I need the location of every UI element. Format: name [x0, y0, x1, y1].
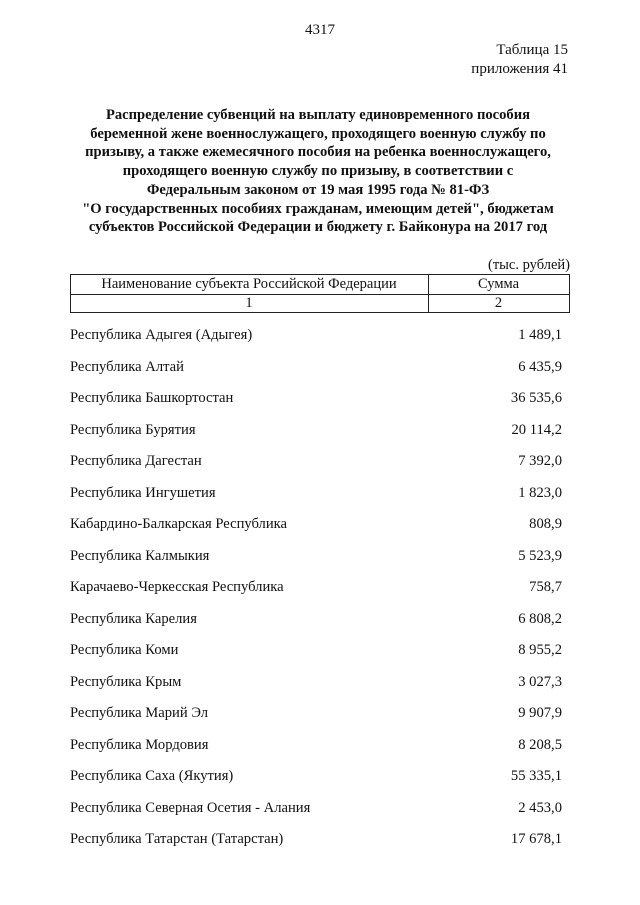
- subject-name: Республика Алтай: [70, 359, 184, 375]
- subject-name: Республика Марий Эл: [70, 705, 209, 721]
- subject-sum: 7 392,0: [518, 453, 562, 469]
- subject-name: Карачаево-Черкесская Республика: [70, 579, 284, 595]
- subject-name: Республика Башкортостан: [70, 390, 234, 406]
- table-row: [70, 327, 562, 349]
- subject-name: Республика Крым: [70, 674, 182, 690]
- subject-sum: 3 027,3: [518, 674, 562, 690]
- subject-sum: 20 114,2: [511, 422, 562, 438]
- subject-sum: 1 489,1: [518, 327, 562, 343]
- table-row: [70, 579, 562, 601]
- table-row: [70, 674, 562, 696]
- subject-sum: 2 453,0: [518, 800, 562, 816]
- subject-sum: 17 678,1: [510, 831, 562, 847]
- table-row: [70, 737, 562, 759]
- subject-sum: 758,7: [529, 579, 562, 595]
- table-row: [70, 548, 562, 570]
- subject-name: Республика Татарстан (Татарстан): [70, 831, 284, 847]
- table-row: [70, 485, 562, 507]
- subject-sum: 8 955,2: [518, 642, 562, 658]
- page-number: 4317: [305, 22, 335, 38]
- subject-sum: 1 823,0: [518, 485, 562, 501]
- subject-sum: 5 523,9: [518, 548, 562, 564]
- table-row: [70, 800, 562, 822]
- table-row: [70, 516, 562, 538]
- title-line-6: "О государственных пособиях гражданам, имеющим детей", бюджетам: [82, 200, 554, 217]
- subject-sum: 36 535,6: [510, 390, 562, 406]
- subject-name: Республика Бурятия: [70, 422, 196, 438]
- subject-name: Республика Коми: [70, 642, 179, 658]
- title-line-3: призыву, а также ежемесячного пособия на ребенка военнослужащего,: [85, 144, 551, 161]
- document-title: [56, 106, 580, 237]
- header-sum: Сумма: [477, 276, 520, 292]
- subject-sum: 6 808,2: [518, 611, 562, 627]
- subject-name: Республика Северная Осетия - Алания: [70, 800, 311, 816]
- subject-name: Республика Ингушетия: [70, 485, 216, 501]
- subject-sum: 808,9: [529, 516, 562, 532]
- table-row: [70, 422, 562, 444]
- subject-sum: 6 435,9: [518, 359, 562, 375]
- header-bottom-border: [70, 312, 570, 313]
- table-row: [70, 390, 562, 412]
- table-row: [70, 453, 562, 475]
- subject-name: Республика Саха (Якутия): [70, 768, 234, 784]
- subject-sum: 9 907,9: [518, 705, 562, 721]
- units-label: (тыс. рублей): [488, 257, 570, 273]
- subject-name: Республика Дагестан: [70, 453, 202, 469]
- table-header: [70, 274, 570, 313]
- table-row: [70, 705, 562, 727]
- subject-sum: 8 208,5: [518, 737, 562, 753]
- title-line-4: проходящего военную службу по призыву, в соответствии с: [122, 163, 514, 180]
- subject-name: Республика Калмыкия: [70, 548, 210, 564]
- header-top-border: [70, 274, 570, 275]
- table-row: [70, 768, 562, 790]
- table-row: [70, 831, 562, 853]
- subject-name: Республика Карелия: [70, 611, 197, 627]
- subject-sum: 55 335,1: [510, 768, 562, 784]
- header-column-number-2: 2: [494, 295, 503, 311]
- header-right-border: [569, 274, 570, 313]
- table-row: [70, 359, 562, 381]
- table-row: [70, 642, 562, 664]
- title-line-2: беременной жене военнослужащего, проходящего военную службу по: [90, 125, 546, 142]
- header-subject-name: Наименование субъекта Российской Федерации: [101, 276, 397, 292]
- subject-name: Кабардино-Балкарская Республика: [70, 516, 287, 532]
- title-line-5: Федеральным законом от 19 мая 1995 года № 81-ФЗ: [146, 181, 490, 198]
- header-column-number-1: 1: [245, 295, 253, 311]
- table-reference: [471, 41, 568, 79]
- table-reference-line1: Таблица 15: [496, 42, 568, 58]
- title-line-1: Распределение субвенций на выплату единовременного пособия: [105, 107, 531, 123]
- title-line-7: субъектов Российской Федерации и бюджету г. Байконура на 2017 год: [88, 219, 548, 236]
- table-row: [70, 611, 562, 633]
- subject-name: Республика Адыгея (Адыгея): [70, 327, 253, 343]
- table-reference-line2: приложения 41: [471, 61, 568, 77]
- subject-name: Республика Мордовия: [70, 737, 209, 753]
